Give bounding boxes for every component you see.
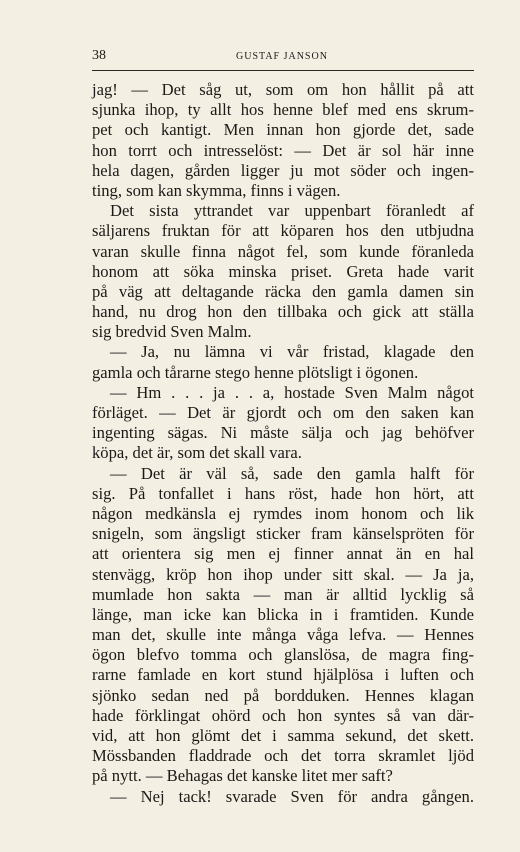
text-line: — Nej tack! svarade Sven för andra gången. xyxy=(110,786,474,806)
text-line: — Hm . . . ja . . a, hostade Sven Malm något xyxy=(110,382,474,402)
header-rule xyxy=(92,70,474,71)
text-line: sjunka ihop, ty allt hos henne blef med ens skrum- xyxy=(92,100,474,120)
text-line: — Det är väl så, sade den gamla halft för xyxy=(110,463,474,483)
text-line: på väg att deltagande räcka den gamla damen sin xyxy=(92,281,474,301)
text-line: Mössbanden fladdrade och det torra skramlet ljöd xyxy=(92,746,474,766)
text-line: snigeln, som ängsligt sticker fram känselspröten för xyxy=(92,524,474,544)
text-line: pet och kantigt. Men innan hon gjorde det, sade xyxy=(92,120,474,140)
text-line: — Ja, nu lämna vi vår fristad, klagade den xyxy=(110,342,474,362)
text-line: jag! — Det såg ut, som om hon hållit på att xyxy=(92,80,474,99)
text-line: varan skulle finna något fel, som kunde föranleda xyxy=(92,241,474,261)
text-line: ögon blefvo tomma och glanslösa, de magra fing- xyxy=(92,645,474,665)
text-line: hon torrt och intresselöst: — Det är sol här inne xyxy=(92,140,474,160)
text-line: länge, man icke kan blicka in i framtiden. Kunde xyxy=(92,604,474,624)
text-line: sig. På tonfallet i hans röst, hade hon hört, att xyxy=(92,483,474,503)
text-line: vid, att hon glömt det i samma sekund, det skett. xyxy=(92,726,474,745)
text-line: hade förklingat ohörd och hon syntes så van där- xyxy=(92,705,474,725)
text-line: ingenting sägas. Ni måste sälja och jag behöfver xyxy=(92,423,474,443)
text-line: hela dagen, gården ligger ju mot söder och ingen- xyxy=(92,160,474,180)
page-number: 38 xyxy=(92,48,106,63)
text-line: säljarens fruktan för att köparen hos den utbjudna xyxy=(92,221,474,241)
text-line: sig bredvid Sven Malm. xyxy=(92,322,252,342)
text-line: stenvägg, kröp hon ihop under sitt skal. — Ja ja, xyxy=(92,564,474,584)
text-line: förläget. — Det är gjordt och om den saken kan xyxy=(92,403,474,422)
text-line: på nytt. — Behagas det kanske litet mer saft? xyxy=(92,766,393,786)
text-line: ting, som kan skymma, finns i vägen. xyxy=(92,180,341,200)
text-line: köpa, det är, som det skall vara. xyxy=(92,443,302,463)
text-line: att orientera sig men ej finner annat än en hal xyxy=(92,544,474,564)
body-text xyxy=(92,80,474,807)
text-line: man det, skulle inte många våga lefva. — Hennes xyxy=(92,625,474,645)
text-line: Det sista yttrandet var uppenbart föranledt af xyxy=(110,201,474,221)
text-line: sjönko sedan ned på bordduken. Hennes klagan xyxy=(92,685,474,705)
text-line: gamla och tårarne stego henne plötsligt i ögonen. xyxy=(92,362,419,382)
text-line: honom att söka minska priset. Greta hade varit xyxy=(92,261,474,281)
page-header xyxy=(92,48,474,68)
text-line: hand, nu drog hon den tillbaka och gick att ställa xyxy=(92,302,474,322)
text-line: rarne famlade en kort stund hjälplösa i luften och xyxy=(92,665,474,685)
text-line: mumlade hon sakta — man är alltid lycklig så xyxy=(92,584,474,604)
text-line: någon medkänsla ej rymdes inom honom och lik xyxy=(92,503,474,523)
running-head: GUSTAF JANSON xyxy=(236,51,328,62)
